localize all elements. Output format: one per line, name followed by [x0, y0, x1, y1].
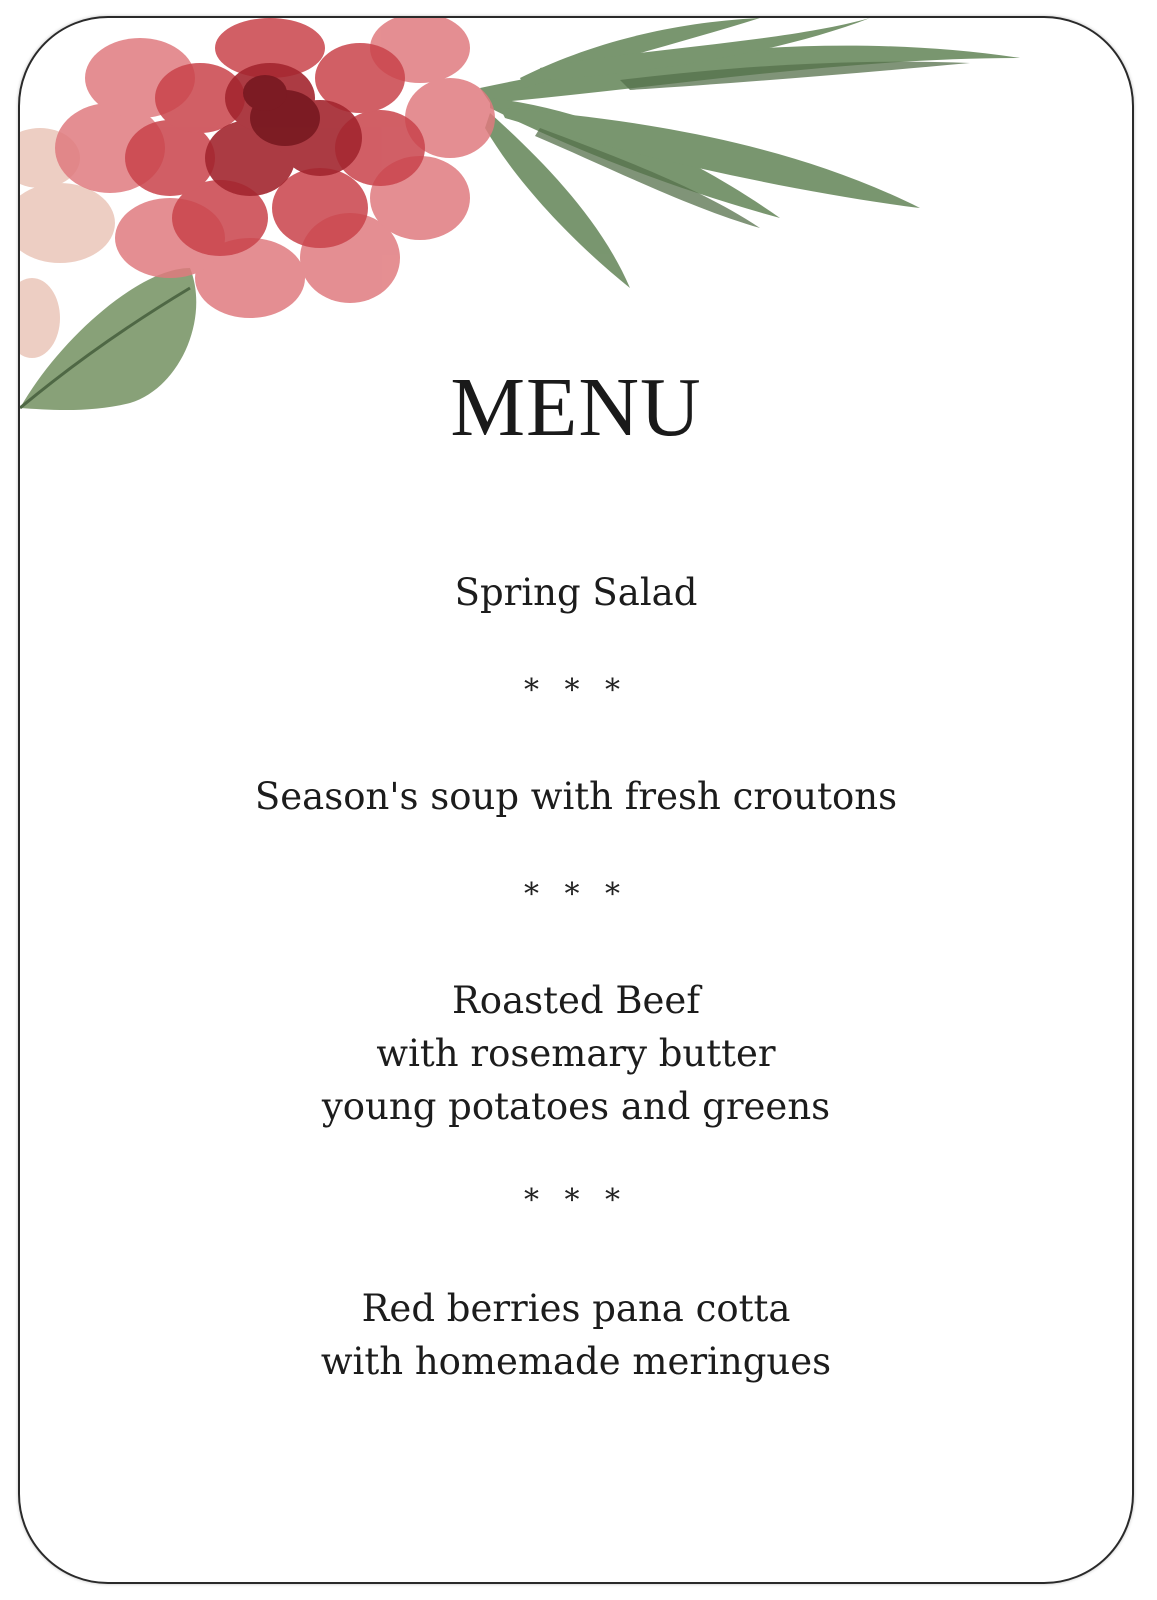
flower: [55, 18, 495, 318]
separator: * * *: [523, 877, 629, 912]
course-main: [20, 974, 1132, 1133]
separator: * * *: [523, 1183, 629, 1218]
course-line: Roasted Beef: [451, 979, 701, 1022]
course-line: Spring Salad: [454, 571, 698, 614]
course-line: Season's soup with fresh croutons: [254, 775, 898, 818]
leaf-spray: [480, 18, 1020, 288]
course-line: Red berries pana cotta: [361, 1287, 791, 1330]
course-starter: [20, 566, 1132, 619]
course-soup: [20, 770, 1132, 823]
course-line: with homemade meringues: [320, 1340, 832, 1383]
separator: * * *: [523, 673, 629, 708]
course-dessert: [20, 1282, 1132, 1388]
menu-card: [18, 16, 1134, 1584]
course-line: with rosemary butter: [376, 1032, 776, 1075]
course-line: young potatoes and greens: [321, 1085, 831, 1128]
menu-title: MENU: [450, 361, 702, 454]
